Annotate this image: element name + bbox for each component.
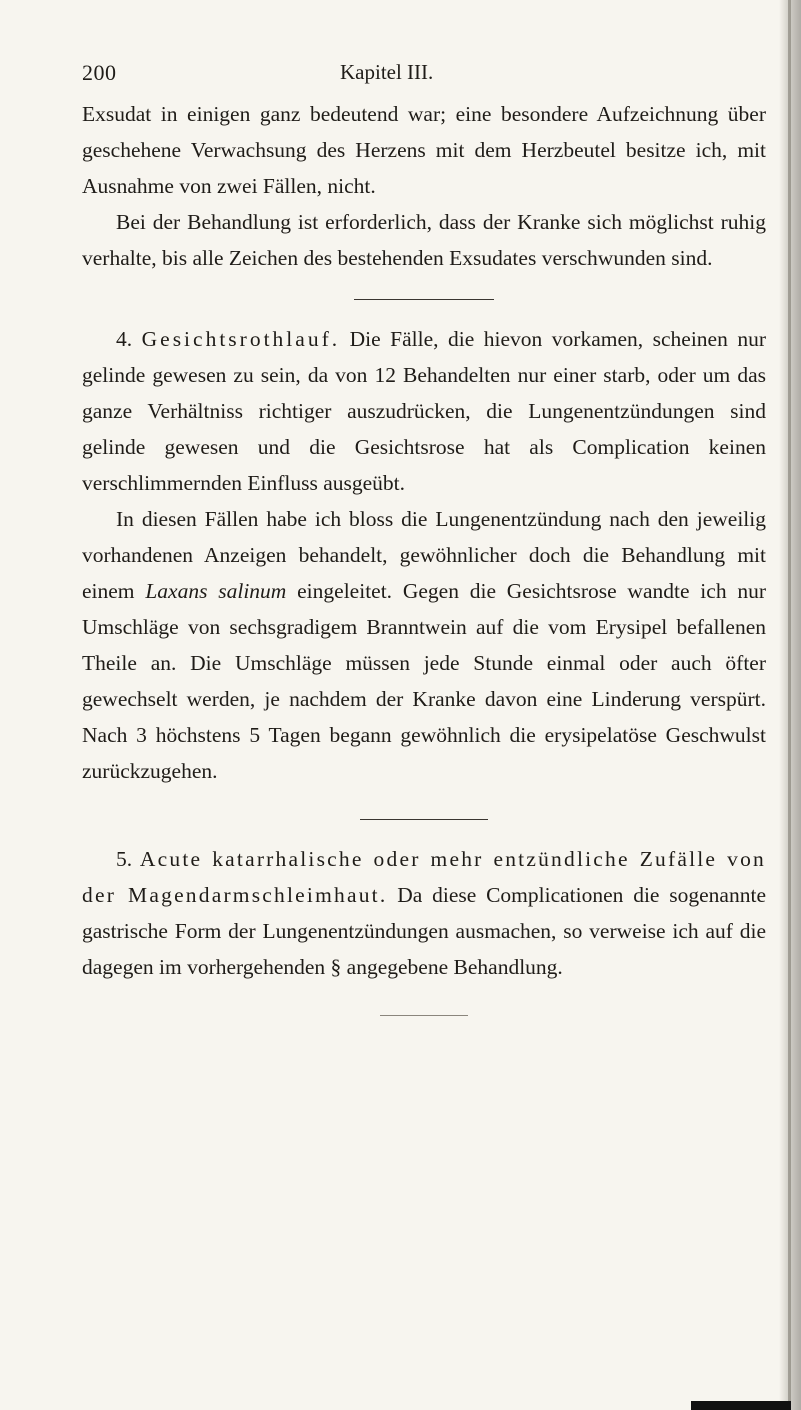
running-head: Kapitel III. bbox=[340, 60, 434, 84]
text-block bbox=[82, 96, 766, 1016]
page-edge-line bbox=[788, 0, 791, 1410]
paragraph-text-before: In diesen Fällen habe ich bloss die Lungenentzündung nach den jeweilig vorhandenen Anzeigen behandelt, gewöhnlicher doch die Behandlung mit einem bbox=[82, 507, 766, 603]
section-text: Da diese Complicationen die sogenannte gastrische Form der Lungenentzündungen ausmachen, so verweise ich auf die dagegen im vorhergehenden § angegebene Behandlung. bbox=[82, 883, 766, 979]
paragraph-behandlung: Bei der Behandlung ist erforderlich, dass der Kranke sich möglichst ruhig verhalte, bis alle Zeichen des bestehenden Exsudates verschwunden sind. bbox=[82, 210, 766, 270]
paragraph-lungenentzuendung bbox=[82, 501, 766, 789]
faint-divider bbox=[380, 1015, 468, 1016]
section-text: Die Fälle, die hievon vorkamen, scheinen nur gelinde gewesen zu sein, da von 12 Behandelten nur einer starb, oder um das ganze Verhältniss richtiger auszudrücken, die Lungenentzündungen sind gelinde gewesen und die Gesichtsrose hat als Complication keinen verschlimmernden Einfluss ausgeübt. bbox=[82, 327, 766, 495]
italic-term: Laxans salinum bbox=[145, 579, 287, 603]
section-divider bbox=[354, 299, 494, 300]
section-divider bbox=[360, 819, 488, 820]
section-acute-zufaelle bbox=[82, 841, 766, 985]
paragraph-text-after: eingeleitet. Gegen die Gesichtsrose wandte ich nur Umschläge von sechsgradigem Branntwein auf die vom Erysipel befallenen Theile an. Die Umschläge müssen jede Stunde einmal oder auch öfter gewechselt werden, je nachdem der Kranke davon eine Linderung verspürt. Nach 3 höchstens 5 Tagen begann gewöhnlich die erysipelatöse Geschwulst zurückzugehen. bbox=[82, 579, 767, 783]
paragraph-exsudat: Exsudat in einigen ganz bedeutend war; eine besondere Aufzeichnung über geschehene Verwachsung des Herzens mit dem Herzbeutel besitze ich, mit Ausnahme von zwei Fällen, nicht. bbox=[82, 102, 766, 198]
page-number: 200 bbox=[82, 60, 117, 85]
section-number: 4. bbox=[116, 327, 133, 351]
scan-corner-mark bbox=[691, 1401, 791, 1410]
section-number: 5. bbox=[116, 847, 133, 871]
section-gesichtsrothlauf bbox=[82, 321, 766, 501]
page-header bbox=[82, 60, 662, 100]
section-heading: Gesichtsrothlauf. bbox=[141, 327, 341, 351]
section-heading: Acute katarrhalische oder mehr entzündliche Zufälle von der Magendarmschleimhaut. bbox=[82, 847, 767, 907]
